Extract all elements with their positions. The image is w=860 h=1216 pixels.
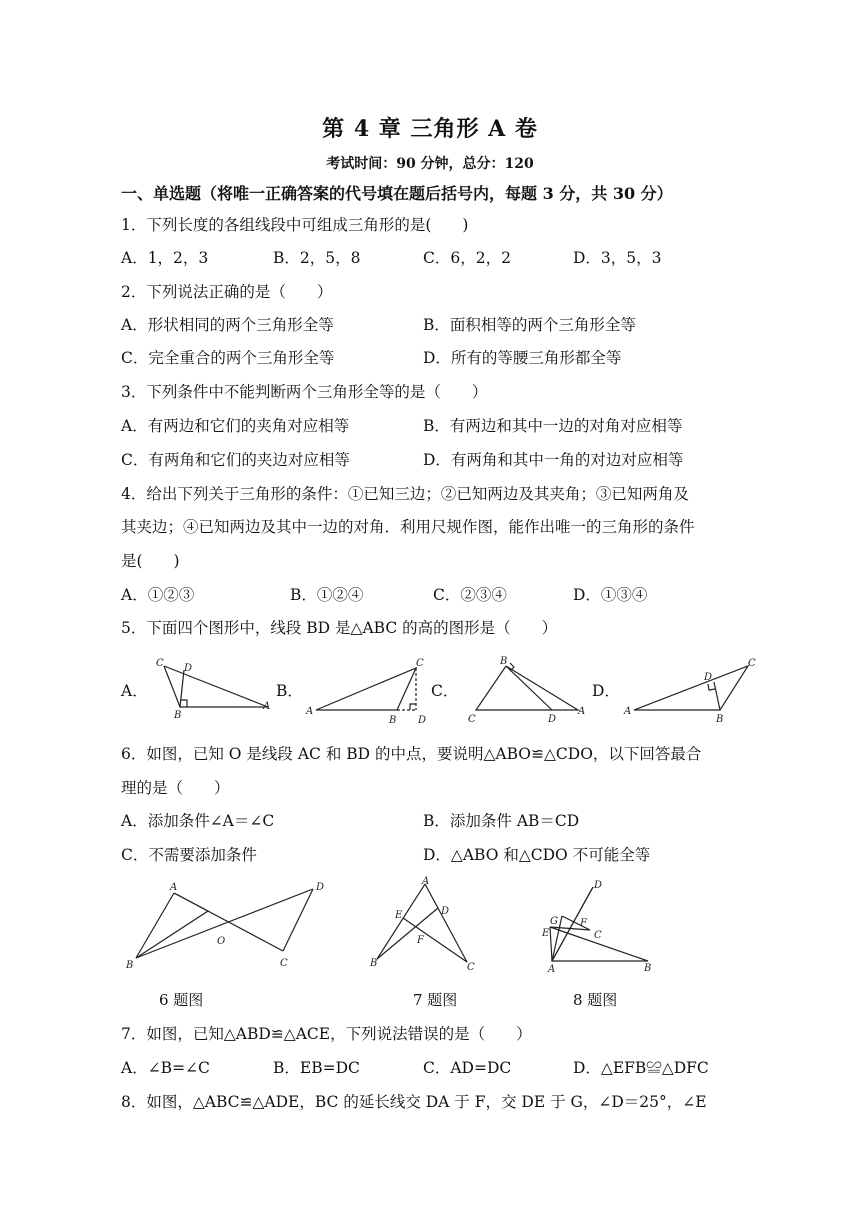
q2-option-d: D．所有的等腰三角形都全等 xyxy=(423,349,622,367)
q7-option-b: B．EB=DC xyxy=(273,1059,360,1077)
svg-text:A: A xyxy=(263,701,271,712)
svg-text:A: A xyxy=(578,706,586,717)
svg-text:D: D xyxy=(704,672,713,683)
svg-text:B: B xyxy=(389,715,397,726)
svg-text:F: F xyxy=(580,918,587,929)
q4-option-d: D．①③④ xyxy=(573,586,648,604)
q1-option-c: C．6，2，2 xyxy=(423,249,511,267)
svg-text:D: D xyxy=(184,663,193,674)
question-6-stem-line2: 理的是（ ） xyxy=(121,779,230,797)
q5-figure-d xyxy=(620,652,760,727)
q2-option-a: A．形状相同的两个三角形全等 xyxy=(121,316,334,334)
svg-text:A: A xyxy=(170,882,178,893)
q5-figure-a xyxy=(150,652,275,722)
svg-text:B: B xyxy=(174,710,182,721)
svg-text:B: B xyxy=(500,656,508,667)
question-4-stem-line3: 是( ) xyxy=(121,552,180,570)
q7-option-c: C．AD=DC xyxy=(423,1059,512,1077)
q5-figure-b xyxy=(302,652,437,727)
svg-text:D: D xyxy=(548,714,557,725)
svg-text:C: C xyxy=(594,930,602,941)
svg-text:A: A xyxy=(548,964,556,974)
q3-option-c: C．有两角和它们的夹边对应相等 xyxy=(121,451,350,469)
q6-option-a: A．添加条件∠A＝∠C xyxy=(121,812,275,830)
q3-option-b: B．有两边和其中一边的对角对应相等 xyxy=(423,417,683,435)
q2-option-c: C．完全重合的两个三角形全等 xyxy=(121,349,335,367)
svg-text:B: B xyxy=(644,963,652,974)
figure-q6 xyxy=(118,876,338,976)
q4-option-c: C．②③④ xyxy=(433,586,507,604)
question-1-stem: 1．下列长度的各组线段中可组成三角形的是( ) xyxy=(121,216,469,234)
svg-text:D: D xyxy=(316,882,325,893)
q4-option-a: A．①②③ xyxy=(121,586,195,604)
svg-text:D: D xyxy=(418,715,427,726)
svg-text:B: B xyxy=(126,960,134,971)
figure-8-caption: 8 题图 xyxy=(573,991,618,1009)
question-4-stem-line2: 其夹边；④已知两边及其中一边的对角．利用尺规作图，能作出唯一的三角形的条件 xyxy=(121,518,695,536)
q7-option-d: D．△EFB≌△DFC xyxy=(573,1059,709,1077)
q3-option-d: D．有两角和其中一角的对边对应相等 xyxy=(423,451,684,469)
q5-option-d-label: D． xyxy=(592,682,620,700)
svg-text:C: C xyxy=(416,658,424,669)
svg-text:D: D xyxy=(441,906,450,917)
svg-text:O: O xyxy=(217,936,226,947)
q6-option-b: B．添加条件 AB＝CD xyxy=(423,812,580,830)
question-2-stem: 2．下列说法正确的是（ ） xyxy=(121,283,333,301)
q1-option-b: B．2，5，8 xyxy=(273,249,361,267)
figure-q7 xyxy=(365,874,485,974)
q1-option-d: D．3，5，3 xyxy=(573,249,662,267)
q5-option-b-label: B． xyxy=(276,682,303,700)
svg-text:B: B xyxy=(370,958,378,969)
q4-option-b: B．①②④ xyxy=(290,586,364,604)
figure-7-caption: 7 题图 xyxy=(413,991,458,1009)
section-heading: 一、单选题（将唯一正确答案的代号填在题后括号内，每题 3 分，共 30 分） xyxy=(121,184,673,203)
svg-text:C: C xyxy=(468,714,476,725)
svg-text:E: E xyxy=(395,910,403,921)
q3-option-a: A．有两边和它们的夹角对应相等 xyxy=(121,417,350,435)
figure-q8 xyxy=(530,874,670,974)
svg-text:C: C xyxy=(156,658,164,669)
q5-figure-c xyxy=(460,652,595,727)
svg-text:F: F xyxy=(417,935,424,946)
svg-text:G: G xyxy=(550,916,558,927)
q2-option-b: B．面积相等的两个三角形全等 xyxy=(423,316,636,334)
q7-option-a: A．∠B=∠C xyxy=(121,1059,210,1077)
svg-text:A: A xyxy=(306,706,314,717)
q5-option-c-label: C． xyxy=(431,682,459,700)
svg-text:C: C xyxy=(467,962,475,973)
q1-option-a: A．1，2，3 xyxy=(121,249,209,267)
question-7-stem: 7．如图，已知△ABD≌△ACE，下列说法错误的是（ ） xyxy=(121,1025,532,1043)
question-5-stem: 5．下面四个图形中，线段 BD 是△ABC 的高的图形是（ ） xyxy=(121,619,558,637)
svg-text:A: A xyxy=(624,706,632,717)
q6-option-d: D．△ABO 和△CDO 不可能全等 xyxy=(423,846,651,864)
page-title: 第 4 章 三角形 A 卷 xyxy=(322,116,538,142)
svg-text:A: A xyxy=(422,876,430,887)
exam-info: 考试时间：90 分钟，总分：120 xyxy=(326,156,534,172)
svg-text:E: E xyxy=(542,928,550,939)
svg-text:B: B xyxy=(716,714,724,725)
question-6-stem-line1: 6．如图，已知 O 是线段 AC 和 BD 的中点，要说明△ABO≌△CDO，以下回答最合 xyxy=(121,745,702,763)
svg-text:C: C xyxy=(280,958,288,969)
svg-text:C: C xyxy=(748,658,756,669)
svg-text:D: D xyxy=(594,880,603,891)
question-4-stem-line1: 4．给出下列关于三角形的条件：①已知三边；②已知两边及其夹角；③已知两角及 xyxy=(121,485,689,503)
figure-6-caption: 6 题图 xyxy=(159,991,204,1009)
q5-option-a-label: A． xyxy=(121,682,148,700)
q6-option-c: C．不需要添加条件 xyxy=(121,846,257,864)
question-3-stem: 3．下列条件中不能判断两个三角形全等的是（ ） xyxy=(121,383,488,401)
question-8-stem: 8．如图，△ABC≌△ADE，BC 的延长线交 DA 于 F，交 DE 于 G，∠D＝25°，∠E xyxy=(121,1093,707,1111)
